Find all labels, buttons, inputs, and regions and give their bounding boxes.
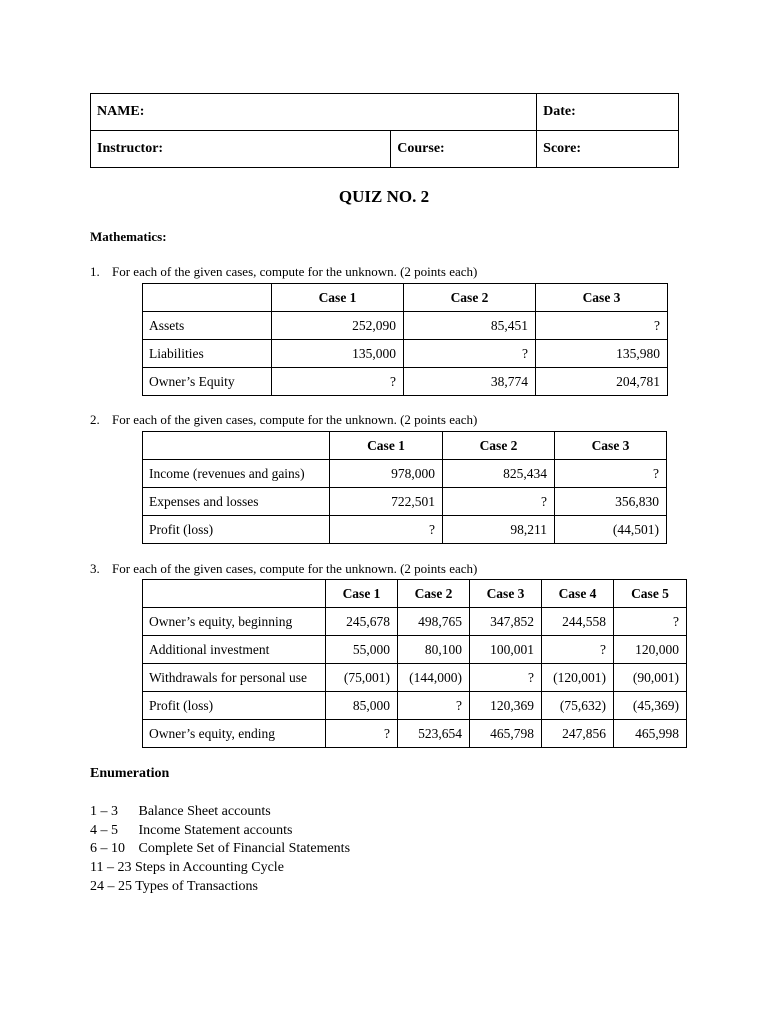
item-range: 6 – 10	[90, 841, 125, 857]
instructor-field[interactable]	[91, 131, 391, 168]
row-label: Owner’s Equity	[143, 368, 272, 396]
item-text: Income Statement accounts	[138, 822, 293, 838]
row-label: Additional investment	[143, 636, 326, 664]
question-2	[90, 412, 477, 428]
cell-value: 245,678	[326, 608, 398, 636]
section-heading-enumeration: Enumeration	[90, 766, 170, 781]
enumeration-list	[90, 803, 350, 897]
row-label: Owner’s equity, beginning	[143, 608, 326, 636]
cell-value: 85,000	[326, 692, 398, 720]
cell-value: 978,000	[330, 460, 443, 488]
case-table-2	[142, 431, 667, 544]
cell-value: 523,654	[398, 720, 470, 748]
cell-value: 825,434	[443, 460, 555, 488]
page-title: QUIZ NO. 2	[338, 187, 430, 206]
row-label: Expenses and losses	[143, 488, 330, 516]
row-label: Income (revenues and gains)	[143, 460, 330, 488]
item-text: Types of Transactions	[135, 878, 258, 894]
column-header: Case 4	[542, 580, 614, 608]
date-field[interactable]	[537, 94, 679, 131]
cell-value: ?	[536, 312, 668, 340]
case-table-3	[142, 579, 687, 748]
question-number: 2.	[90, 412, 100, 427]
cell-value: ?	[542, 636, 614, 664]
cell-value: 55,000	[326, 636, 398, 664]
table-row	[143, 664, 687, 692]
cell-value: 120,000	[614, 636, 687, 664]
question-number: 3.	[90, 561, 100, 576]
date-label: Date:	[543, 104, 576, 119]
cell-value: 465,998	[614, 720, 687, 748]
course-field[interactable]	[391, 131, 537, 168]
column-header: Case 2	[443, 432, 555, 460]
cell-value: 356,830	[555, 488, 667, 516]
question-text: For each of the given cases, compute for the unknown. (2 points each)	[112, 264, 478, 279]
cell-value: 135,000	[272, 340, 404, 368]
row-label: Owner’s equity, ending	[143, 720, 326, 748]
row-label: Profit (loss)	[143, 692, 326, 720]
section-heading-mathematics: Mathematics:	[90, 229, 167, 244]
row-label: Assets	[143, 312, 272, 340]
row-label: Withdrawals for personal use	[143, 664, 326, 692]
table-header-row	[143, 432, 667, 460]
table-row	[143, 312, 668, 340]
row-label: Liabilities	[143, 340, 272, 368]
column-header: Case 5	[614, 580, 687, 608]
case-table-1	[142, 283, 668, 396]
cell-value: (44,501)	[555, 516, 667, 544]
row-label: Profit (loss)	[143, 516, 330, 544]
column-header: Case 2	[404, 284, 536, 312]
score-label: Score:	[543, 141, 581, 156]
item-range: 1 – 3	[90, 804, 118, 819]
name-field[interactable]	[91, 94, 537, 131]
column-header: Case 1	[272, 284, 404, 312]
table-row	[143, 636, 687, 664]
student-info-table	[90, 93, 679, 168]
cell-value: ?	[330, 516, 443, 544]
column-header: Case 1	[326, 580, 398, 608]
cell-value: 252,090	[272, 312, 404, 340]
table-row	[143, 608, 687, 636]
cell-value: 465,798	[470, 720, 542, 748]
item-text: Complete Set of Financial Statements	[138, 841, 351, 857]
cell-value: ?	[470, 664, 542, 692]
column-header: Case 2	[398, 580, 470, 608]
cell-value: 244,558	[542, 608, 614, 636]
cell-value: ?	[443, 488, 555, 516]
question-number: 1.	[90, 264, 100, 279]
column-header	[143, 432, 330, 460]
table-header-row	[143, 284, 668, 312]
list-item	[90, 859, 350, 878]
item-range: 4 – 5	[90, 822, 118, 838]
table-row	[143, 516, 667, 544]
table-row	[143, 720, 687, 748]
list-item	[90, 822, 350, 841]
column-header: Case 3	[555, 432, 667, 460]
column-header: Case 3	[470, 580, 542, 608]
item-text: Steps in Accounting Cycle	[134, 860, 284, 876]
cell-value: (144,000)	[398, 664, 470, 692]
question-1	[90, 264, 477, 280]
score-field[interactable]	[537, 131, 679, 168]
cell-value: 204,781	[536, 368, 668, 396]
cell-value: ?	[555, 460, 667, 488]
cell-value: 80,100	[398, 636, 470, 664]
cell-value: (75,632)	[542, 692, 614, 720]
cell-value: (75,001)	[326, 664, 398, 692]
table-row	[143, 460, 667, 488]
cell-value: ?	[404, 340, 536, 368]
cell-value: (120,001)	[542, 664, 614, 692]
question-3	[90, 561, 477, 577]
list-item	[90, 840, 350, 859]
cell-value: (90,001)	[614, 664, 687, 692]
item-range: 11 – 23	[90, 860, 132, 876]
question-text: For each of the given cases, compute for the unknown. (2 points each)	[112, 412, 478, 427]
column-header	[143, 580, 326, 608]
cell-value: ?	[326, 720, 398, 748]
cell-value: ?	[272, 368, 404, 396]
cell-value: 722,501	[330, 488, 443, 516]
column-header	[143, 284, 272, 312]
cell-value: 347,852	[470, 608, 542, 636]
cell-value: 98,211	[443, 516, 555, 544]
cell-value: 135,980	[536, 340, 668, 368]
cell-value: ?	[614, 608, 687, 636]
list-item	[90, 878, 350, 897]
table-header-row	[143, 580, 687, 608]
cell-value: 100,001	[470, 636, 542, 664]
instructor-label: Instructor:	[97, 141, 164, 156]
question-text: For each of the given cases, compute for the unknown. (2 points each)	[112, 561, 478, 576]
column-header: Case 1	[330, 432, 443, 460]
table-row	[143, 488, 667, 516]
cell-value: (45,369)	[614, 692, 687, 720]
item-text: Balance Sheet accounts	[138, 804, 271, 819]
item-range: 24 – 25	[90, 878, 132, 894]
table-row	[143, 692, 687, 720]
table-row	[143, 368, 668, 396]
column-header: Case 3	[536, 284, 668, 312]
cell-value: 498,765	[398, 608, 470, 636]
name-label: NAME:	[97, 104, 145, 119]
list-item	[90, 803, 350, 822]
cell-value: ?	[398, 692, 470, 720]
cell-value: 247,856	[542, 720, 614, 748]
course-label: Course:	[397, 141, 445, 156]
cell-value: 85,451	[404, 312, 536, 340]
table-row	[143, 340, 668, 368]
cell-value: 120,369	[470, 692, 542, 720]
cell-value: 38,774	[404, 368, 536, 396]
